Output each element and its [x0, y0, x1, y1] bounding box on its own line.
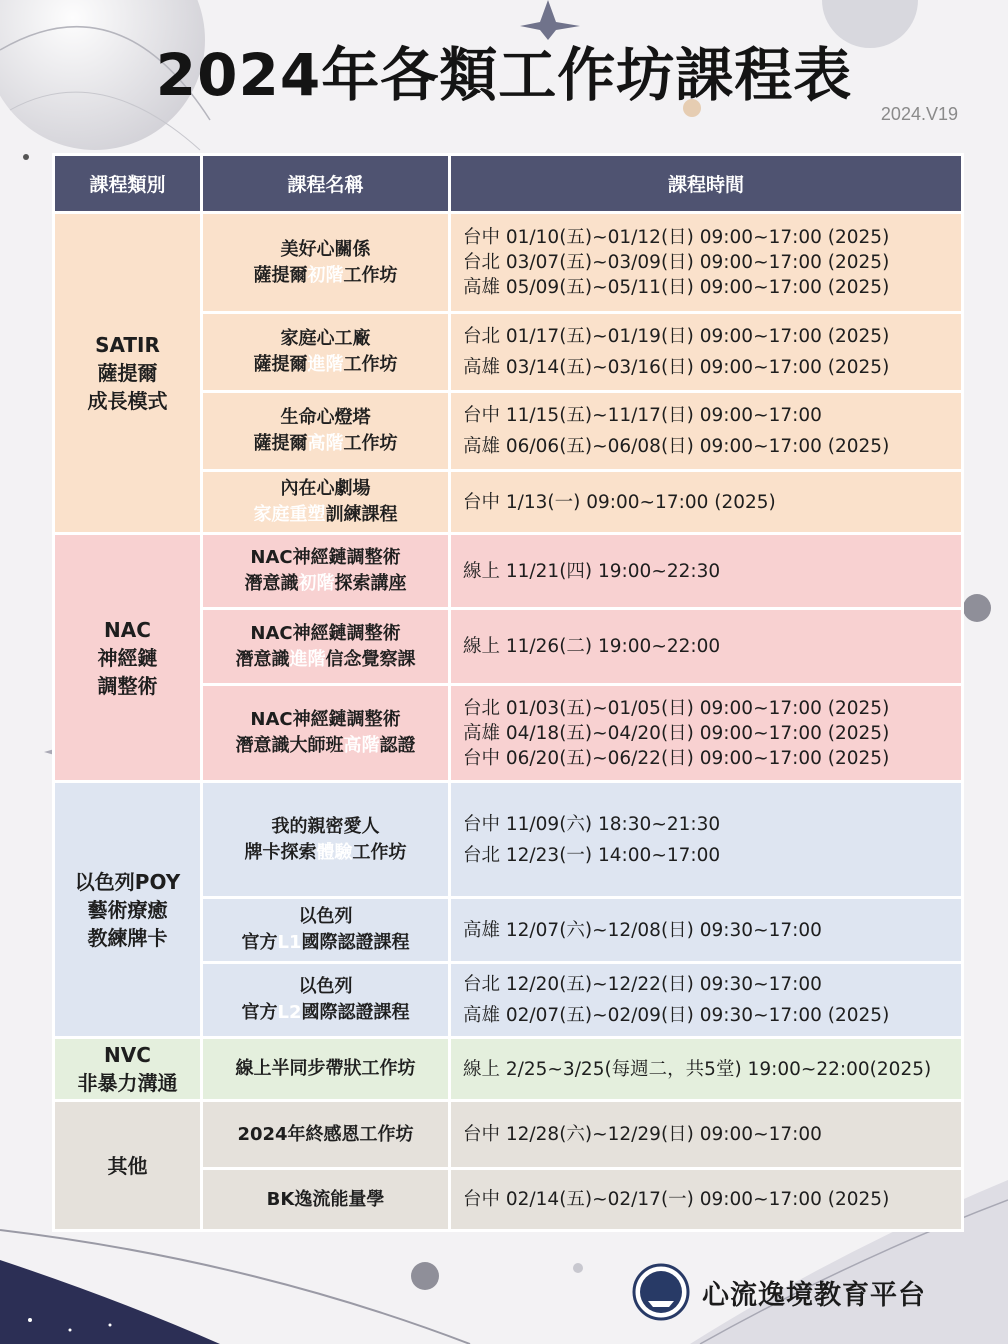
- table-header-row: [54, 155, 963, 213]
- time-entry: 線上 11/21(四) 19:00~22:30: [463, 560, 721, 582]
- category-line: 教練牌卡: [87, 925, 168, 950]
- course-line: 美好心關係: [280, 238, 371, 260]
- course-times: [450, 213, 963, 313]
- time-entry: 台中 11/15(五)~11/17(日) 09:00~17:00: [463, 405, 822, 426]
- col-header-course: 課程名稱: [202, 155, 450, 213]
- course-line: 薩提爾進階工作坊: [253, 354, 398, 375]
- course-name: [202, 1169, 450, 1231]
- time-entry: 台北 12/20(五)~12/22(日) 09:30~17:00: [463, 974, 822, 995]
- course-times: [450, 392, 963, 471]
- category-poy: [54, 782, 202, 1038]
- time-entry: 高雄 12/07(六)~12/08(日) 09:30~17:00: [463, 919, 822, 941]
- time-entry: 台北 01/17(五)~01/19(日) 09:00~17:00 (2025): [463, 326, 890, 347]
- course-name: [202, 1038, 450, 1101]
- category-line: 神經鏈: [97, 645, 158, 670]
- course-times: [450, 1101, 963, 1169]
- course-line: 以色列: [298, 906, 353, 927]
- category-other: [54, 1101, 202, 1231]
- category-nac: [54, 534, 202, 782]
- time-entry: 台北 03/07(五)~03/09(日) 09:00~17:00 (2025): [463, 252, 890, 273]
- time-entry: 線上 2/25~3/25(每週二，共5堂) 19:00~22:00(2025): [463, 1058, 932, 1080]
- category-line: NVC: [104, 1043, 151, 1067]
- course-line: 內在心劇場: [280, 478, 371, 499]
- course-name: [202, 609, 450, 685]
- time-entry: 台中 01/10(五)~01/12(日) 09:00~17:00 (2025): [463, 227, 890, 248]
- page-title: 2024年各類工作坊課程表: [155, 41, 853, 109]
- course-name: [202, 898, 450, 963]
- course-line: 家庭重塑訓練課程: [253, 504, 398, 525]
- category-line: 成長模式: [87, 389, 168, 413]
- course-line: 官方L2國際認證課程: [241, 1002, 410, 1023]
- category-line: 以色列POY: [74, 869, 181, 894]
- course-times: [450, 1038, 963, 1101]
- course-line: 潛意識進階信念覺察課: [235, 648, 416, 670]
- course-times: [450, 471, 963, 534]
- category-line: 調整術: [97, 673, 158, 698]
- time-entry: 台中 11/09(六) 18:30~21:30: [463, 813, 721, 835]
- course-name: [202, 782, 450, 898]
- course-name: [202, 471, 450, 534]
- table-row: [54, 1101, 963, 1169]
- category-line: SATIR: [95, 333, 160, 357]
- course-line: 我的親密愛人: [271, 815, 380, 837]
- course-line: 2024年終感恩工作坊: [237, 1123, 414, 1145]
- version-label: 2024.V19: [880, 104, 958, 124]
- time-entry: 台中 12/28(六)~12/29(日) 09:00~17:00: [463, 1124, 822, 1145]
- time-entry: 高雄 03/14(五)~03/16(日) 09:00~17:00 (2025): [463, 357, 890, 378]
- time-entry: 台北 01/03(五)~01/05(日) 09:00~17:00 (2025): [463, 697, 890, 719]
- time-entry: 台北 12/23(一) 14:00~17:00: [463, 844, 721, 866]
- course-times: [450, 313, 963, 392]
- category-line: 藝術療癒: [87, 897, 168, 922]
- course-line: 官方L1國際認證課程: [241, 932, 410, 953]
- course-times: [450, 609, 963, 685]
- course-name: [202, 534, 450, 609]
- time-entry: 高雄 06/06(五)~06/08(日) 09:00~17:00 (2025): [463, 436, 890, 457]
- course-times: [450, 685, 963, 782]
- course-line: 以色列: [298, 976, 353, 997]
- course-times: [450, 1169, 963, 1231]
- time-entry: 台中 06/20(五)~06/22(日) 09:00~17:00 (2025): [463, 747, 890, 769]
- time-entry: 高雄 05/09(五)~05/11(日) 09:00~17:00 (2025): [463, 277, 890, 298]
- course-times: [450, 534, 963, 609]
- category-nvc: [54, 1038, 202, 1101]
- course-line: 薩提爾高階工作坊: [253, 433, 398, 454]
- time-entry: 台中 1/13(一) 09:00~17:00 (2025): [463, 491, 776, 513]
- course-line: BK逸流能量學: [266, 1188, 385, 1210]
- table-row: [54, 213, 963, 313]
- table-row: [54, 1038, 963, 1101]
- course-name: [202, 213, 450, 313]
- time-entry: 高雄 02/07(五)~02/09(日) 09:30~17:00 (2025): [463, 1005, 890, 1026]
- category-line: 其他: [107, 1153, 148, 1178]
- course-line: 薩提爾初階工作坊: [253, 264, 398, 286]
- course-line: 家庭心工廠: [280, 328, 371, 349]
- col-header-category: 課程類別: [54, 155, 202, 213]
- course-line: 潛意識大師班高階認證: [235, 735, 416, 756]
- course-times: [450, 963, 963, 1038]
- course-name: [202, 392, 450, 471]
- course-line: 線上半同步帶狀工作坊: [235, 1058, 416, 1079]
- course-line: NAC神經鏈調整術: [250, 622, 401, 644]
- course-schedule-table: [52, 153, 964, 1232]
- course-times: [450, 782, 963, 898]
- category-satir: [54, 213, 202, 534]
- course-name: [202, 313, 450, 392]
- course-name: [202, 963, 450, 1038]
- time-entry: 高雄 04/18(五)~04/20(日) 09:00~17:00 (2025): [463, 722, 890, 744]
- course-name: [202, 685, 450, 782]
- category-line: 非暴力溝通: [77, 1071, 178, 1095]
- course-line: 牌卡探索體驗工作坊: [244, 841, 407, 863]
- course-line: NAC神經鏈調整術: [250, 709, 401, 730]
- course-times: [450, 898, 963, 963]
- time-entry: 線上 11/26(二) 19:00~22:00: [463, 636, 721, 657]
- course-name: [202, 1101, 450, 1169]
- col-header-time: 課程時間: [450, 155, 963, 213]
- organization-name: 心流逸境教育平台: [702, 1279, 926, 1311]
- footer-brand: [632, 1262, 926, 1322]
- crescent-moon-ship-logo-icon: [632, 1263, 690, 1321]
- time-entry: 台中 02/14(五)~02/17(一) 09:00~17:00 (2025): [463, 1189, 890, 1210]
- course-line: 生命心燈塔: [280, 407, 371, 428]
- course-line: 潛意識初階探索講座: [244, 573, 407, 594]
- table-row: [54, 782, 963, 898]
- category-line: 薩提爾: [97, 361, 158, 385]
- category-line: NAC: [104, 617, 151, 642]
- course-line: NAC神經鏈調整術: [250, 547, 401, 568]
- table-row: [54, 534, 963, 609]
